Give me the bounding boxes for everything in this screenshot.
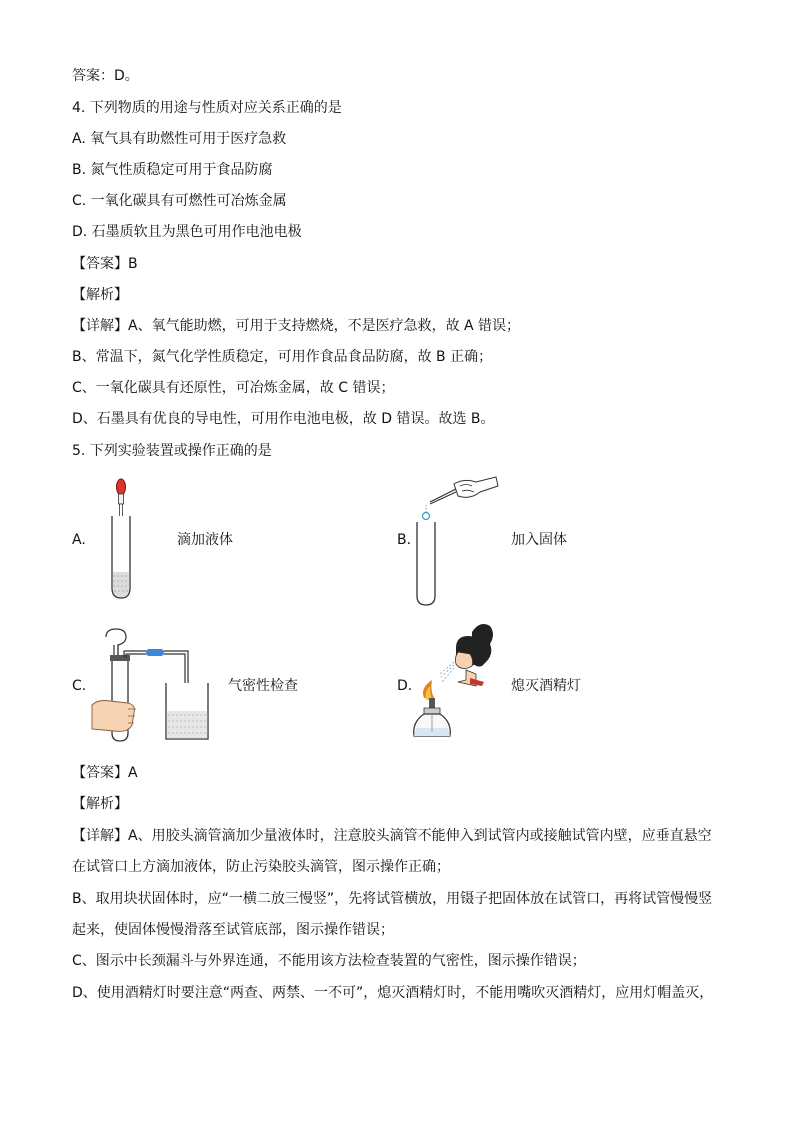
q4-answer-line bbox=[72, 254, 138, 274]
q5-analysis-tag: 【解析】 bbox=[72, 796, 128, 812]
figure-b-caption: 加入固体 bbox=[511, 532, 567, 548]
blowing-alcohol-lamp-icon bbox=[410, 618, 500, 750]
q4-detail-line-3: C、一氧化碳具有还原性，可冶炼金属，故 C 错误； bbox=[72, 380, 395, 396]
figure-b-letter: B. bbox=[397, 532, 412, 548]
q4-option-a: A. 氧气具有助燃性可用于医疗急救 bbox=[72, 131, 287, 147]
previous-answer: 答案：D。 bbox=[72, 68, 139, 84]
airtightness-apparatus-icon bbox=[88, 625, 213, 745]
q5-stem: 5. 下列实验装置或操作正确的是 bbox=[72, 443, 272, 459]
q5-detail-line-6: D、使用酒精灯时要注意“两查、两禁、一不可”，熄灭酒精灯时，不能用嘴吹灭酒精灯，应用灯帽盖灭， bbox=[72, 985, 714, 1001]
q4-detail-text-1: A、氧气能助燃，可用于支持燃烧，不是医疗急救，故 A 错误； bbox=[128, 318, 521, 334]
tweezers-test-tube-icon bbox=[410, 472, 505, 610]
q4-stem: 4. 下列物质的用途与性质对应关系正确的是 bbox=[72, 100, 342, 116]
q4-answer-value: B bbox=[128, 256, 138, 272]
q5-answer-line bbox=[72, 763, 138, 783]
q5-detail-line-2: 在试管口上方滴加液体，防止污染胶头滴管，图示操作正确； bbox=[72, 859, 450, 875]
q4-option-b: B. 氮气性质稳定可用于食品防腐 bbox=[72, 162, 273, 178]
q4-detail-tag: 【详解】 bbox=[72, 318, 128, 334]
q4-detail-line-1 bbox=[72, 316, 520, 336]
q5-answer-tag: 【答案】 bbox=[72, 765, 128, 781]
figure-c-caption: 气密性检查 bbox=[228, 678, 298, 694]
q4-option-d: D. 石墨质软且为黑色可用作电池电极 bbox=[72, 224, 302, 240]
q5-detail-tag: 【详解】 bbox=[72, 828, 128, 844]
q4-analysis-tag: 【解析】 bbox=[72, 287, 128, 303]
q4-option-c: C. 一氧化碳具有可燃性可冶炼金属 bbox=[72, 193, 287, 209]
q5-detail-line-1 bbox=[72, 826, 712, 846]
q4-detail-line-4: D、石墨具有优良的导电性，可用作电池电极，故 D 错误。故选 B。 bbox=[72, 411, 495, 427]
figure-c-letter: C. bbox=[72, 678, 87, 694]
figure-d-letter: D. bbox=[397, 678, 413, 694]
figure-a-caption: 滴加液体 bbox=[177, 532, 233, 548]
q5-detail-line-4: 起来，使固体慢慢滑落至试管底部，图示操作错误； bbox=[72, 922, 394, 938]
figure-a-letter: A. bbox=[72, 532, 86, 548]
q5-detail-text-1: A、用胶头滴管滴加少量液体时，注意胶头滴管不能伸入到试管内或接触试管内壁，应垂直悬空 bbox=[128, 828, 712, 844]
q5-detail-line-3: B、取用块状固体时，应“一横二放三慢竖”，先将试管横放，用镊子把固体放在试管口，再将试管慢慢竖 bbox=[72, 891, 713, 907]
q4-detail-line-2: B、常温下，氮气化学性质稳定，可用作食品食品防腐，故 B 正确； bbox=[72, 349, 493, 365]
q5-detail-line-5: C、图示中长颈漏斗与外界连通，不能用该方法检查装置的气密性，图示操作错误； bbox=[72, 953, 586, 969]
q5-answer-value: A bbox=[128, 765, 138, 781]
q4-answer-tag: 【答案】 bbox=[72, 256, 128, 272]
dropper-test-tube-icon bbox=[100, 474, 150, 604]
figure-d-caption: 熄灭酒精灯 bbox=[511, 678, 581, 694]
